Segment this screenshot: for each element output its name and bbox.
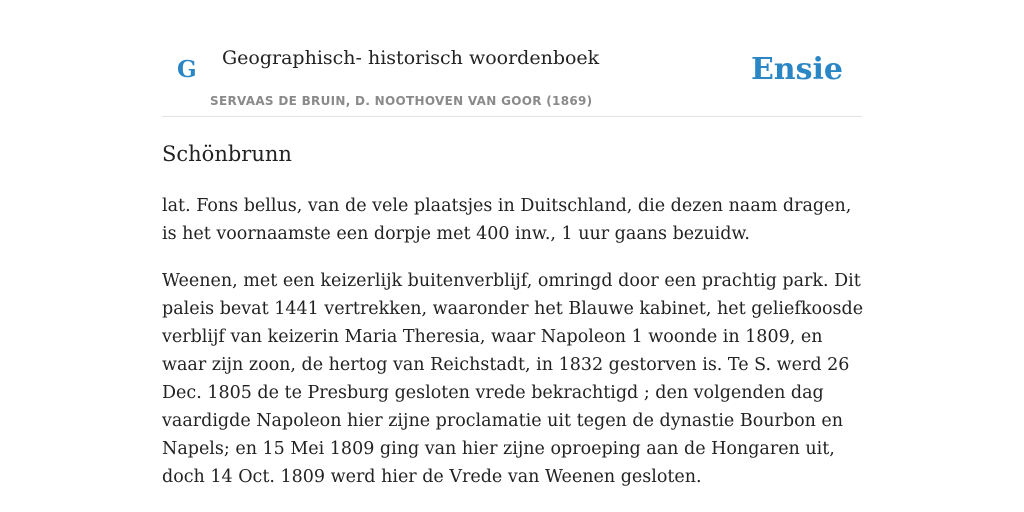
article — [162, 136, 866, 491]
article-paragraph: lat. Fons bellus, van de vele plaatsjes in Duitschland, die dezen naam dragen, is het voornaamste een dorpje met 400 inw., 1 uur gaans bezuidw. — [162, 196, 852, 244]
entry-title: Schönbrunn — [162, 142, 292, 166]
book-title[interactable]: Geographisch- historisch woordenboek — [222, 47, 600, 69]
book-authors: SERVAAS DE BRUIN, D. NOOTHOVEN VAN GOOR (1869) — [210, 94, 593, 108]
book-logo-letter[interactable]: G — [177, 56, 197, 83]
article-paragraph: Weenen, met een keizerlijk buitenverblijf, omringd door een prachtig park. Dit paleis bevat 1441 vertrekken, waaronder het Blauwe kabinet, het geliefkoosde verblijf van keizerin Maria Theresia, waar Napoleon 1 woonde in 1809, en waar zijn zoon, de hertog van Reichstadt, in 1832 gestorven is. Te S. werd 26 Dec. 1805 de te Presburg gesloten vrede bekrachtigd ; den volgenden dag vaardigde Napoleon hier zijne proclamatie uit tegen de dynastie Bourbon en Napels; en 15 Mei 1809 ging van hier zijne oproeping aan de Hongaren uit, doch 14 Oct. 1809 werd hier de Vrede van Weenen gesloten. — [162, 271, 864, 487]
ensie-logo[interactable]: Ensie — [750, 52, 843, 87]
book-header — [162, 0, 862, 117]
